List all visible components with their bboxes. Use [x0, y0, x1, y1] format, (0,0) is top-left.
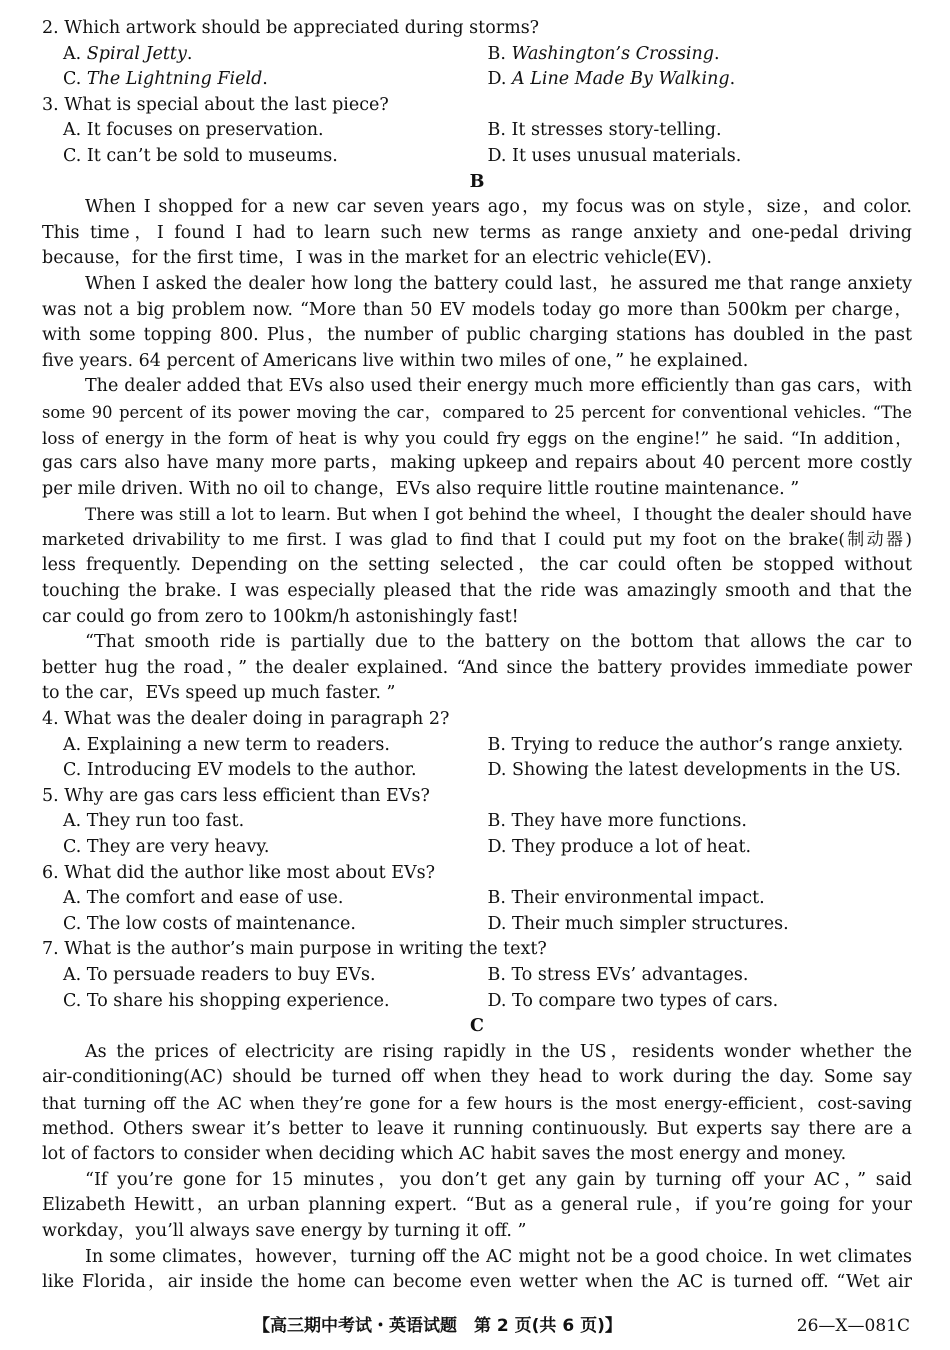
option-3b: B. It stresses story-telling. [487, 120, 722, 141]
passage-c-line: method. Others swear it’s better to leave it running continuously. But experts say there are a [42, 1118, 912, 1139]
section-b-heading: B [469, 171, 485, 192]
question-3-stem: 3. What is special about the last piece? [42, 94, 389, 115]
option-2b: B. Washington’s Crossing. [487, 43, 720, 64]
option-7b: B. To stress EVs’ advantages. [487, 964, 749, 985]
passage-b-line: The dealer added that EVs also used their energy much more efficiently than gas cars，with [85, 376, 912, 397]
question-3-options-row-2 [42, 144, 912, 170]
passage-b-line: better hug the road，” the dealer explained. “And since the battery provides immediate power [42, 657, 912, 678]
option-2c: C. The Lightning Field. [63, 69, 268, 90]
question-2-options-row-1 [42, 42, 912, 68]
option-5b: B. They have more functions. [487, 811, 747, 832]
question-5-options-row-2 [42, 835, 912, 861]
option-5d: D. They produce a lot of heat. [487, 837, 752, 857]
exam-page [42, 16, 912, 1296]
option-4c: C. Introducing EV models to the author. [63, 760, 417, 781]
passage-b-line: “That smooth ride is partially due to the battery on the bottom that allows the car to [85, 632, 912, 653]
option-7d: D. To compare two types of cars. [487, 990, 779, 1011]
passage-c-line: like Florida，air inside the home can become even wetter when the AC is turned off. “Wet air [42, 1272, 912, 1293]
option-6d: D. Their much simpler structures. [487, 913, 789, 934]
option-4d: D. Showing the latest developments in the US. [487, 760, 901, 781]
question-2-stem: 2. Which artwork should be appreciated during storms? [42, 18, 540, 38]
passage-b-line: touching the brake. I was especially pleased that the ride was amazingly smooth and that the [42, 581, 912, 602]
option-5a: A. They run too fast. [63, 811, 245, 832]
question-7-stem: 7. What is the author’s main purpose in writing the text? [42, 939, 547, 960]
option-7a: A. To persuade readers to buy EVs. [63, 964, 376, 985]
question-4-options-row-1 [42, 733, 912, 759]
passage-b-line: marketed drivability to me first. I was glad to find that I could put my foot on the brake(制动器) [42, 529, 912, 550]
passage-b-line: There was still a lot to learn. But when I got behind the wheel，I thought the dealer should have [85, 504, 912, 525]
footer-exam-title: 【高三期中考试・英语试题 第 2 页(共 6 页)】 [253, 1316, 622, 1336]
option-3d: D. It uses unusual materials. [487, 145, 742, 166]
passage-c-line: As the prices of electricity are rising rapidly in the US，residents wonder whether the [85, 1041, 912, 1062]
question-7-options-row-2 [42, 989, 912, 1015]
question-2-options-row-2 [42, 67, 912, 93]
section-c-heading: C [470, 1016, 484, 1037]
question-5-stem: 5. Why are gas cars less efficient than EVs? [42, 785, 430, 806]
option-6c: C. The low costs of maintenance. [63, 913, 356, 934]
passage-c-line: that turning off the AC when they’re gone for a few hours is the most energy-efficient，cost-saving [42, 1093, 912, 1113]
passage-b-line: was not a big problem now. “More than 50 EV models today go more than 500km per charge， [42, 299, 912, 320]
passage-b-line: per mile driven. With no oil to change，EVs also require little routine maintenance. ” [42, 478, 800, 499]
question-5-options-row-1 [42, 809, 912, 835]
option-3a: A. It focuses on preservation. [63, 120, 324, 141]
passage-b-line: car could go from zero to 100km/h astonishingly fast! [42, 606, 519, 627]
option-2d: D. A Line Made By Walking. [487, 69, 736, 90]
question-6-stem: 6. What did the author like most about EVs? [42, 862, 436, 883]
option-6a: A. The comfort and ease of use. [63, 888, 344, 909]
passage-b-line: to the car，EVs speed up much faster. ” [42, 683, 396, 704]
question-7-options-row-1 [42, 963, 912, 989]
page-footer [0, 1313, 950, 1339]
passage-b-line: When I shopped for a new car seven years ago，my focus was on style，size，and color. [85, 197, 912, 218]
question-6-options-row-2 [42, 912, 912, 938]
option-7c: C. To share his shopping experience. [63, 990, 390, 1011]
passage-b-line: with some topping 800. Plus，the number of public charging stations has doubled in the past [42, 325, 912, 346]
option-5c: C. They are very heavy. [63, 837, 270, 857]
option-4b: B. Trying to reduce the author’s range anxiety. [487, 734, 904, 755]
option-3c: C. It can’t be sold to museums. [63, 145, 338, 166]
option-2a: A. Spiral Jetty. [63, 43, 193, 64]
footer-exam-code: 26—X—081C [796, 1316, 910, 1336]
passage-c-line: “If you’re gone for 15 minutes，you don’t get any gain by turning off your AC，” said [85, 1169, 912, 1190]
passage-b-line: gas cars also have many more parts，making upkeep and repairs about 40 percent more costly [42, 453, 912, 474]
passage-c-line: Elizabeth Hewitt，an urban planning expert. “But as a general rule，if you’re going for your [42, 1195, 912, 1216]
passage-b-line: because，for the first time，I was in the market for an electric vehicle(EV). [42, 248, 712, 269]
passage-b-line: less frequently. Depending on the setting selected，the car could often be stopped without [42, 555, 912, 576]
passage-b-line: When I asked the dealer how long the battery could last，he assured me that range anxiety [85, 273, 912, 294]
passage-b-line: some 90 percent of its power moving the car，compared to 25 percent for conventional vehicles. “The [42, 402, 912, 422]
passage-c-line: workday，you’ll always save energy by turning it off. ” [42, 1220, 527, 1241]
question-6-options-row-1 [42, 886, 912, 912]
passage-b-line: This time，I found I had to learn such new terms as range anxiety and one-pedal driving [42, 222, 912, 243]
passage-c-line: lot of factors to consider when deciding which AC habit saves the most energy and money. [42, 1144, 847, 1165]
question-3-options-row-1 [42, 118, 912, 144]
passage-c-line: air-conditioning(AC) should be turned off when they head to work during the day. Some say [42, 1067, 912, 1088]
passage-b-line: five years. 64 percent of Americans live within two miles of one，” he explained. [42, 350, 749, 371]
passage-c-line: In some climates，however，turning off the AC might not be a good choice. In wet climates [85, 1246, 912, 1267]
passage-b-line: loss of energy in the form of heat is why you could fry eggs on the engine!” he said. “In addition， [42, 427, 912, 448]
option-4a: A. Explaining a new term to readers. [63, 734, 390, 755]
option-6b: B. Their environmental impact. [487, 888, 765, 909]
question-4-options-row-2 [42, 758, 912, 784]
question-4-stem: 4. What was the dealer doing in paragraph 2? [42, 709, 450, 730]
